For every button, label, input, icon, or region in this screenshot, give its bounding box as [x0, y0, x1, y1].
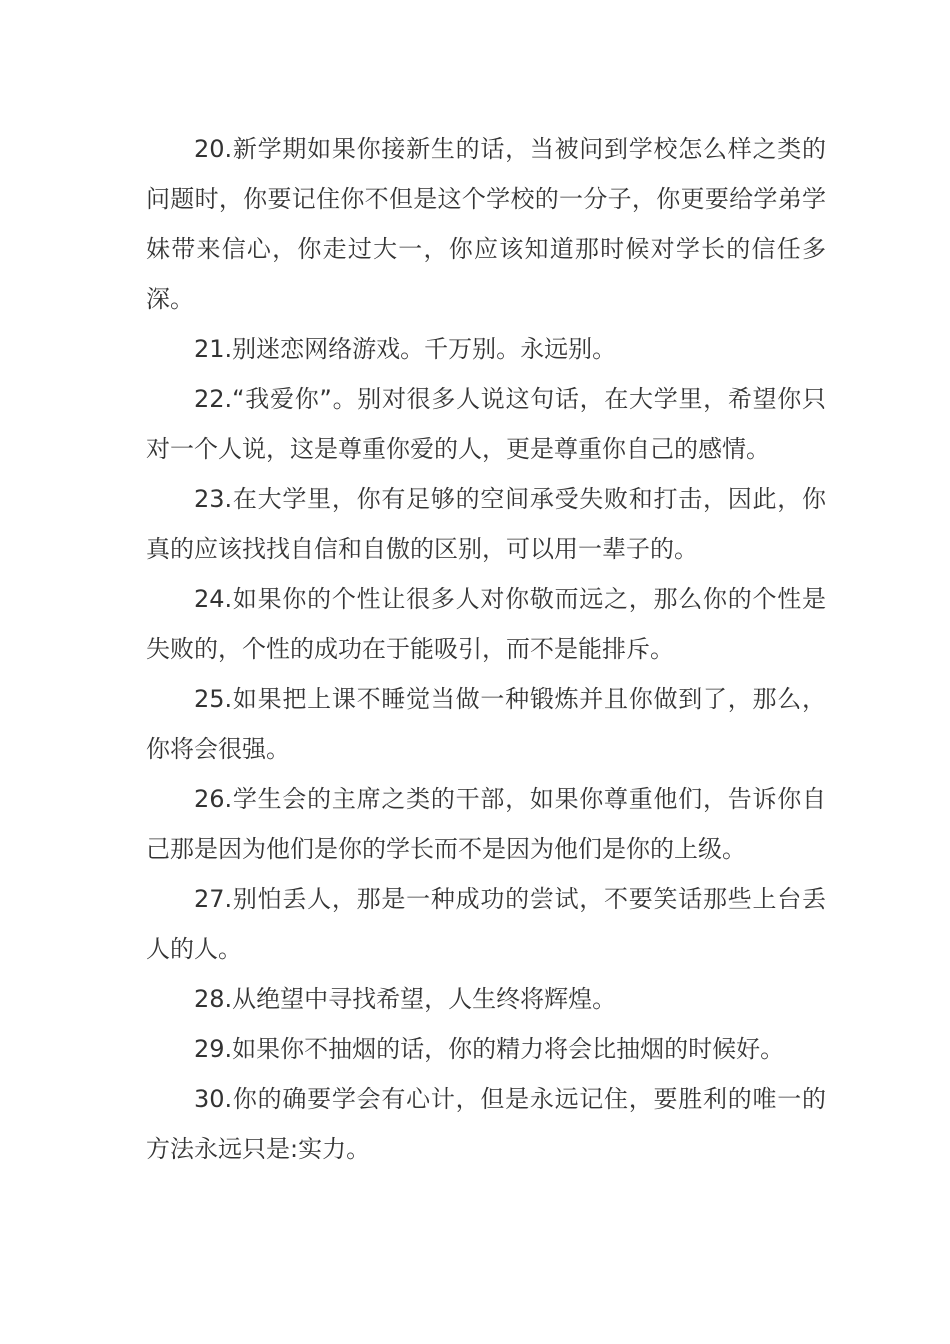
paragraph-23: 23.在大学里，你有足够的空间承受失败和打击，因此，你真的应该找找自信和自傲的区别，可以用一辈子的。: [146, 485, 826, 563]
paragraph-21: 21.别迷恋网络游戏。千万别。永远别。: [194, 335, 617, 363]
paragraph-20: 20.新学期如果你接新生的话，当被问到学校怎么样之类的问题时，你要记住你不但是这个学校的一分子，你更要给学弟学妹带来信心，你走过大一，你应该知道那时候对学长的信任多深。: [146, 135, 826, 313]
paragraph-29: 29.如果你不抽烟的话，你的精力将会比抽烟的时候好。: [194, 1035, 785, 1063]
paragraph-30: 30.你的确要学会有心计，但是永远记住，要胜利的唯一的方法永远只是:实力。: [146, 1085, 826, 1163]
paragraph-25: 25.如果把上课不睡觉当做一种锻炼并且你做到了，那么，你将会很强。: [146, 685, 826, 763]
paragraph-22: 22.“我爱你”。别对很多人说这句话，在大学里，希望你只对一个人说，这是尊重你爱的人，更是尊重你自己的感情。: [146, 385, 826, 463]
document-body: [146, 124, 826, 1174]
paragraph-26: 26.学生会的主席之类的干部，如果你尊重他们，告诉你自己那是因为他们是你的学长而不是因为他们是你的上级。: [146, 785, 826, 863]
paragraph-27: 27.别怕丢人，那是一种成功的尝试，不要笑话那些上台丢人的人。: [146, 885, 826, 963]
paragraph-24: 24.如果你的个性让很多人对你敬而远之，那么你的个性是失败的，个性的成功在于能吸引，而不是能排斥。: [146, 585, 826, 663]
paragraph-28: 28.从绝望中寻找希望，人生终将辉煌。: [194, 985, 617, 1013]
